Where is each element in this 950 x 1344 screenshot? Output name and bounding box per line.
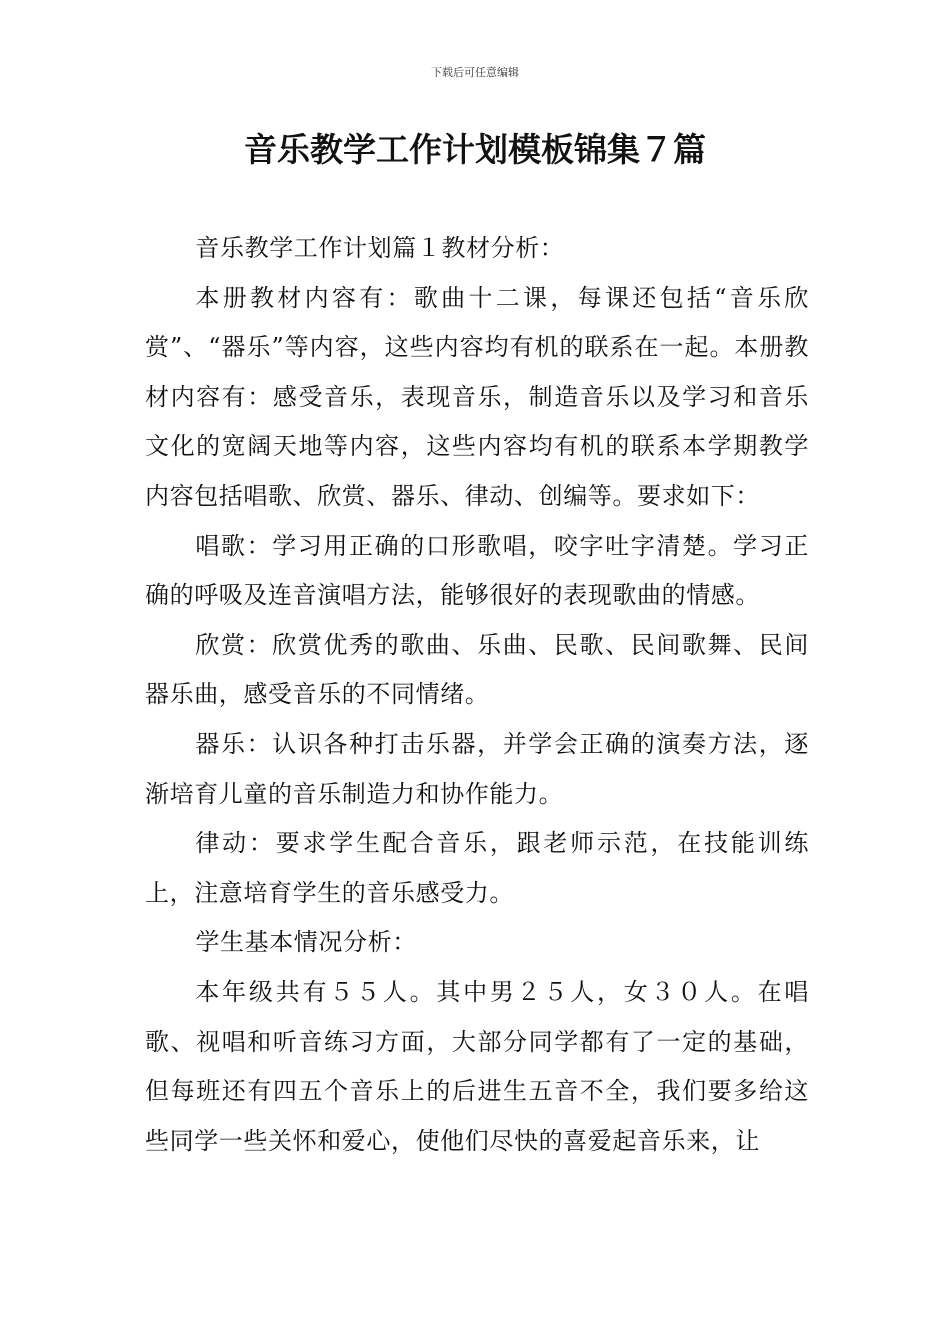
paragraph-rhythm: 律动：要求学生配合音乐，跟老师示范，在技能训练上，注意培育学生的音乐感受力。 [145, 829, 809, 907]
paragraph-instruments: 器乐：认识各种打击乐器，并学会正确的演奏方法，逐渐培育儿童的音乐制造力和协作能力。 [145, 729, 809, 808]
document-title: 音乐教学工作计划模板锦集７篇 [244, 130, 706, 169]
header-note: 下载后可任意编辑 [431, 66, 519, 79]
document-body [145, 224, 809, 1166]
paragraph-section-heading: 音乐教学工作计划篇１教材分析： [195, 234, 565, 262]
paragraph-textbook-content: 本册教材内容有：歌曲十二课，每课还包括“音乐欣赏”、“器乐”等内容，这些内容均有机的联系在一起。本册教材内容有：感受音乐，表现音乐，制造音乐以及学习和音乐文化的宽阔天地等内容，这些内容均有机的联系本学期教学内容包括唱歌、欣赏、器乐、律动、创编等。要求如下： [145, 283, 809, 510]
paragraph-singing: 唱歌：学习用正确的口形歌唱，咬字吐字清楚。学习正确的呼吸及连音演唱方法，能够很好的表现歌曲的情感。 [145, 531, 809, 610]
paragraph-student-analysis: 本年级共有５５人。其中男２５人，女３０人。在唱歌、视唱和听音练习方面，大部分同学都有了一定的基础，但每班还有四五个音乐上的后进生五音不全，我们要多给这些同学一些关怀和爱心，使他们尽快的喜爱起音乐来，让 [145, 977, 809, 1155]
paragraph-appreciation: 欣赏：欣赏优秀的歌曲、乐曲、民歌、民间歌舞、民间器乐曲，感受音乐的不同情绪。 [145, 630, 809, 709]
paragraph-student-analysis-heading: 学生基本情况分析： [195, 928, 417, 957]
